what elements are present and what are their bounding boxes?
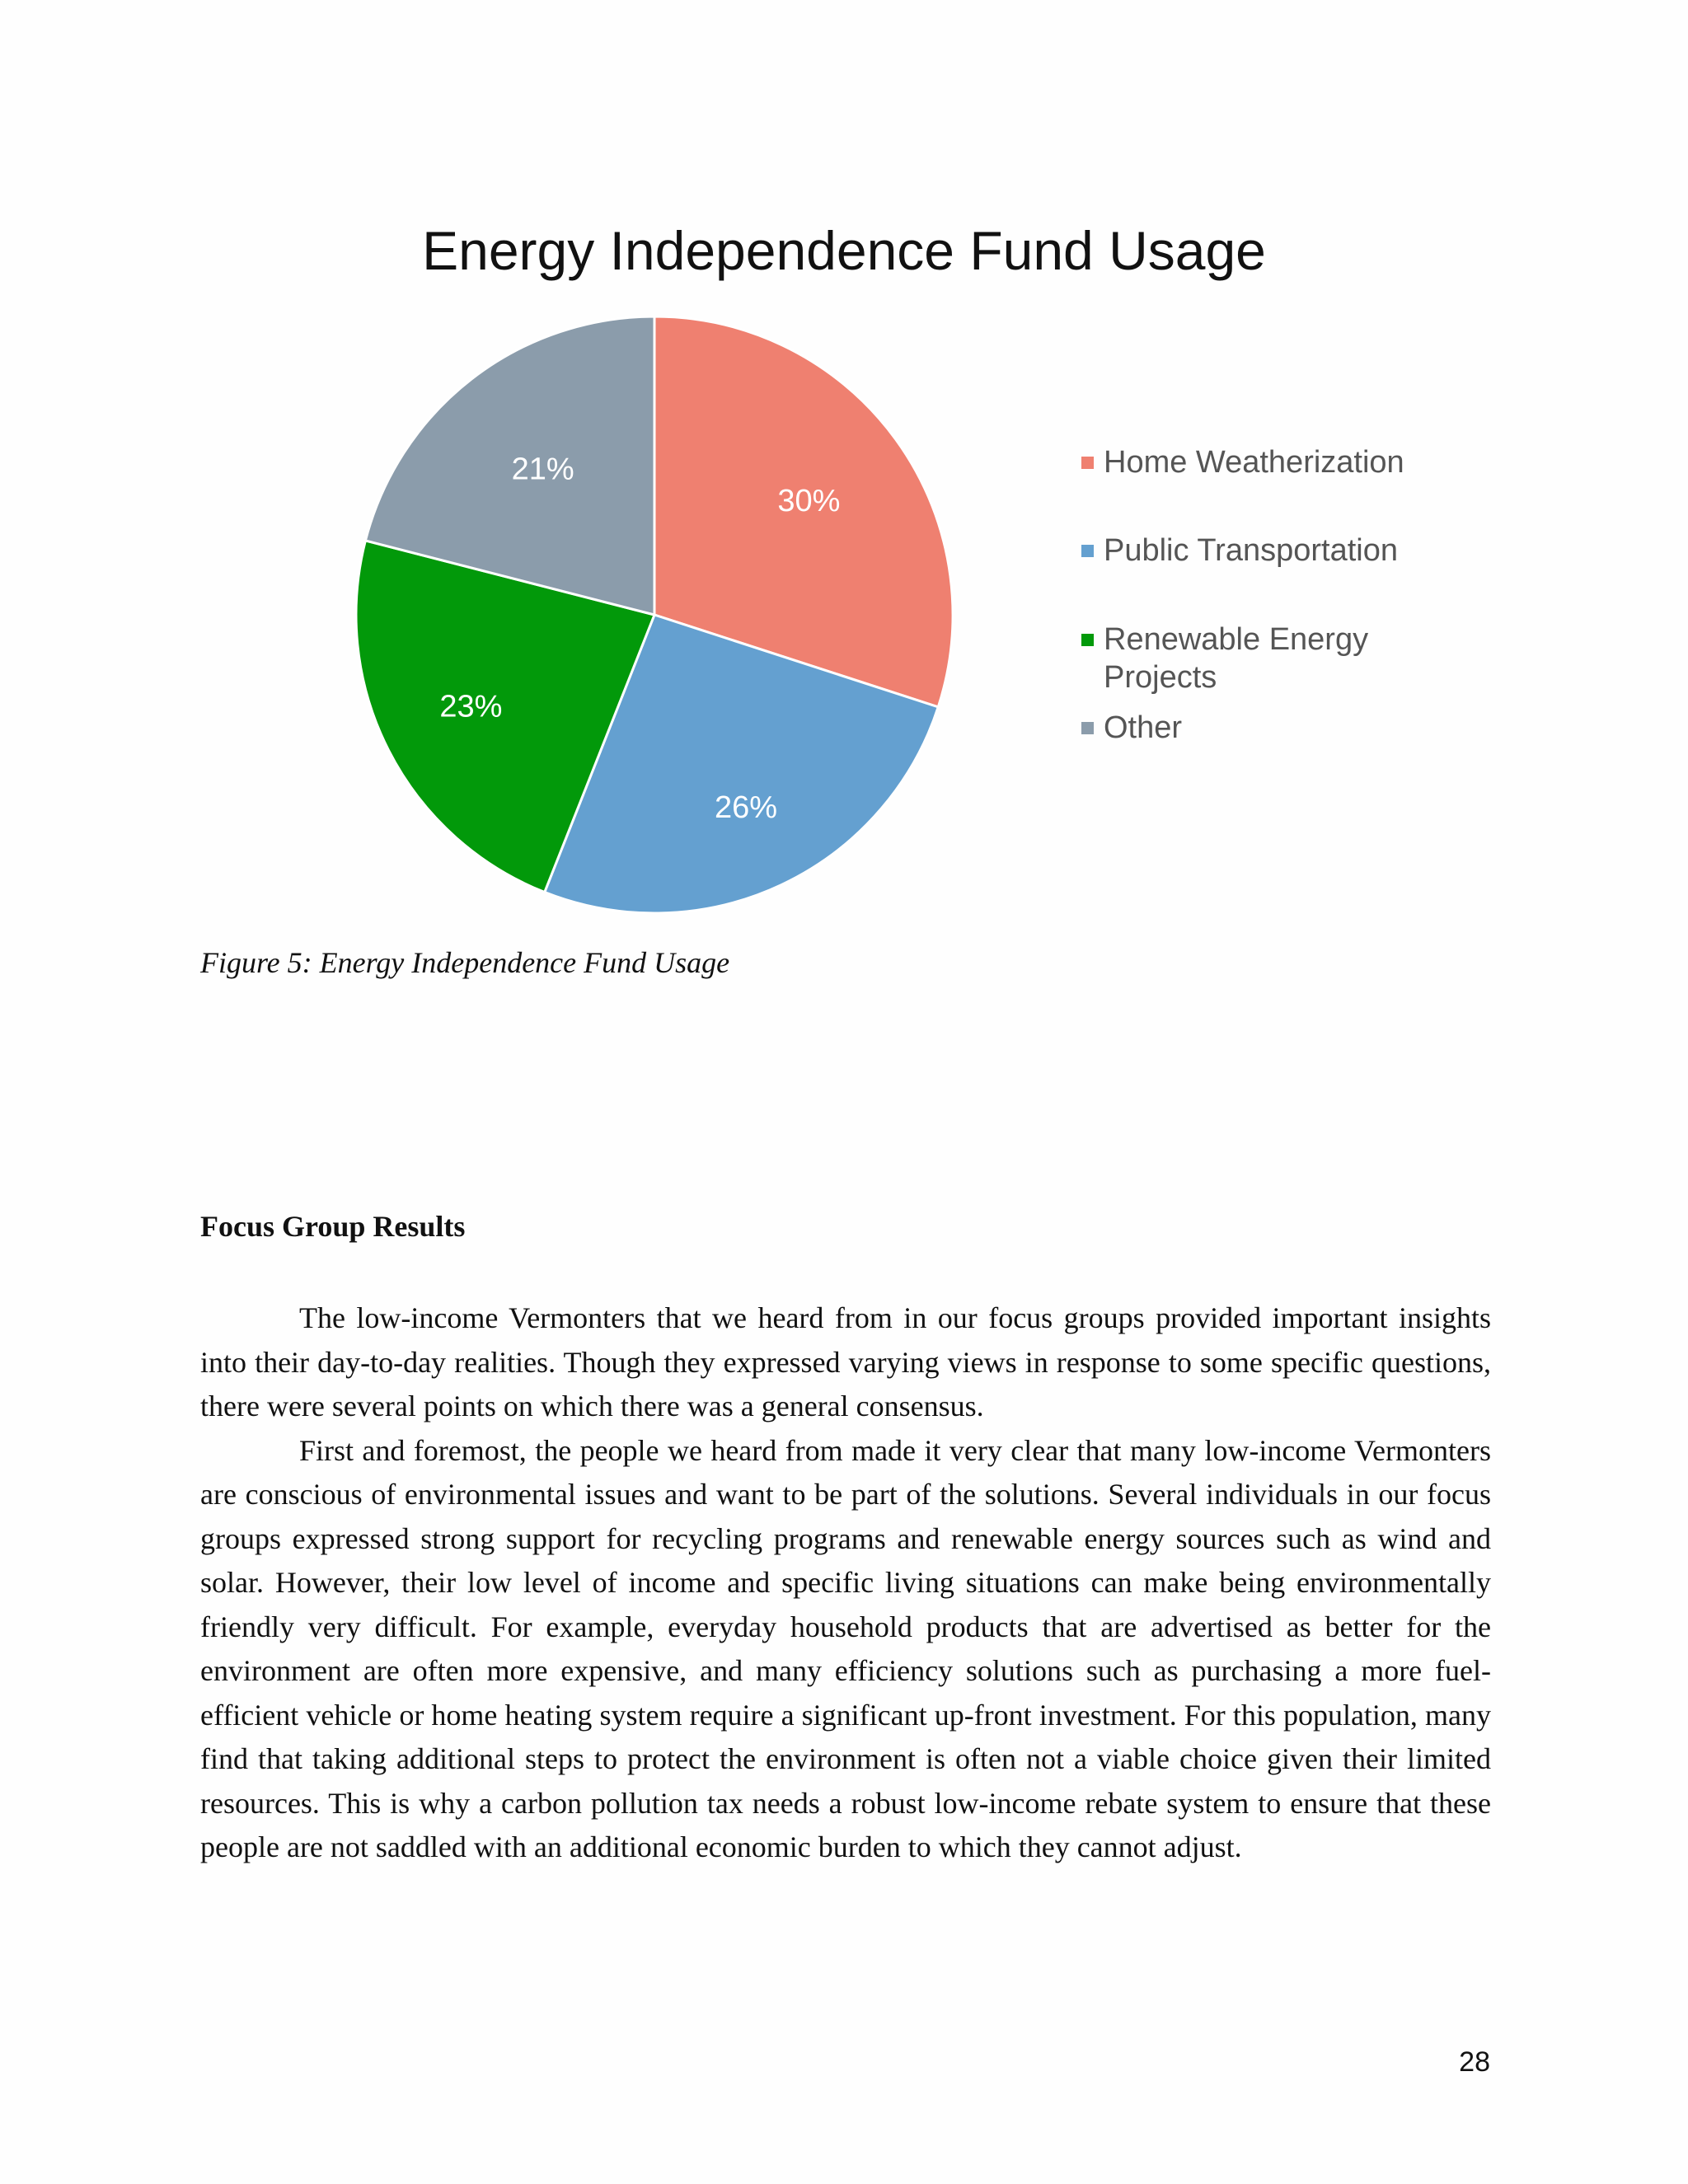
section-heading: Focus Group Results [200, 1210, 466, 1243]
legend-item-other [1081, 709, 1433, 747]
chart-title: Energy Independence Fund Usage [422, 220, 1266, 281]
legend-swatch [1081, 722, 1094, 734]
slice-label: 26% [714, 790, 778, 825]
slice-label: 30% [777, 483, 841, 518]
legend-item-home-weatherization [1081, 443, 1433, 481]
legend-item-renewable-energy-projects [1081, 621, 1384, 696]
legend-item-public-transportation [1081, 532, 1433, 569]
legend-swatch [1081, 457, 1094, 469]
legend-label: Home Weatherization [1104, 445, 1404, 480]
legend-label: Public Transportation [1104, 533, 1398, 568]
figure-caption: Figure 5: Energy Independence Fund Usage [200, 946, 730, 979]
legend-swatch [1081, 545, 1094, 557]
legend-label: Renewable Energy Projects [1104, 622, 1369, 695]
legend-swatch [1081, 634, 1094, 646]
page-number: 28 [1459, 2046, 1490, 2078]
paragraph: First and foremost, the people we heard from made it very clear that many low-income Vermonters are conscious of environmental issues and want to be part of the solutions. Several individuals in our focus groups expressed strong support for recycling programs and renewable energy sources such as wind and solar. However, their low level of income and specific living situations can make being environmentally friendly very difficult. For example, everyday household products that are advertised as better for the environment are often more expensive, and many efficiency solutions such as purchasing a more fuel-efficient vehicle or home heating system require a significant up-front investment. For this population, many find that taking additional steps to protect the environment is often not a viable choice given their limited resources. This is why a carbon pollution tax needs a robust low-income rebate system to ensure that these people are not saddled with an additional economic burden to which they cannot adjust. [200, 1433, 1491, 1863]
body-text [200, 1296, 1491, 1870]
slice-label: 23% [439, 689, 503, 724]
pie-chart [0, 0, 1688, 948]
slice-label: 21% [511, 452, 574, 487]
paragraph: The low-income Vermonters that we heard from in our focus groups provided important insights into their day-to-day realities. Though they expressed varying views in response to some specific questions, there were several points on which there was a general consensus. [200, 1301, 1491, 1422]
legend-label: Other [1104, 710, 1183, 745]
